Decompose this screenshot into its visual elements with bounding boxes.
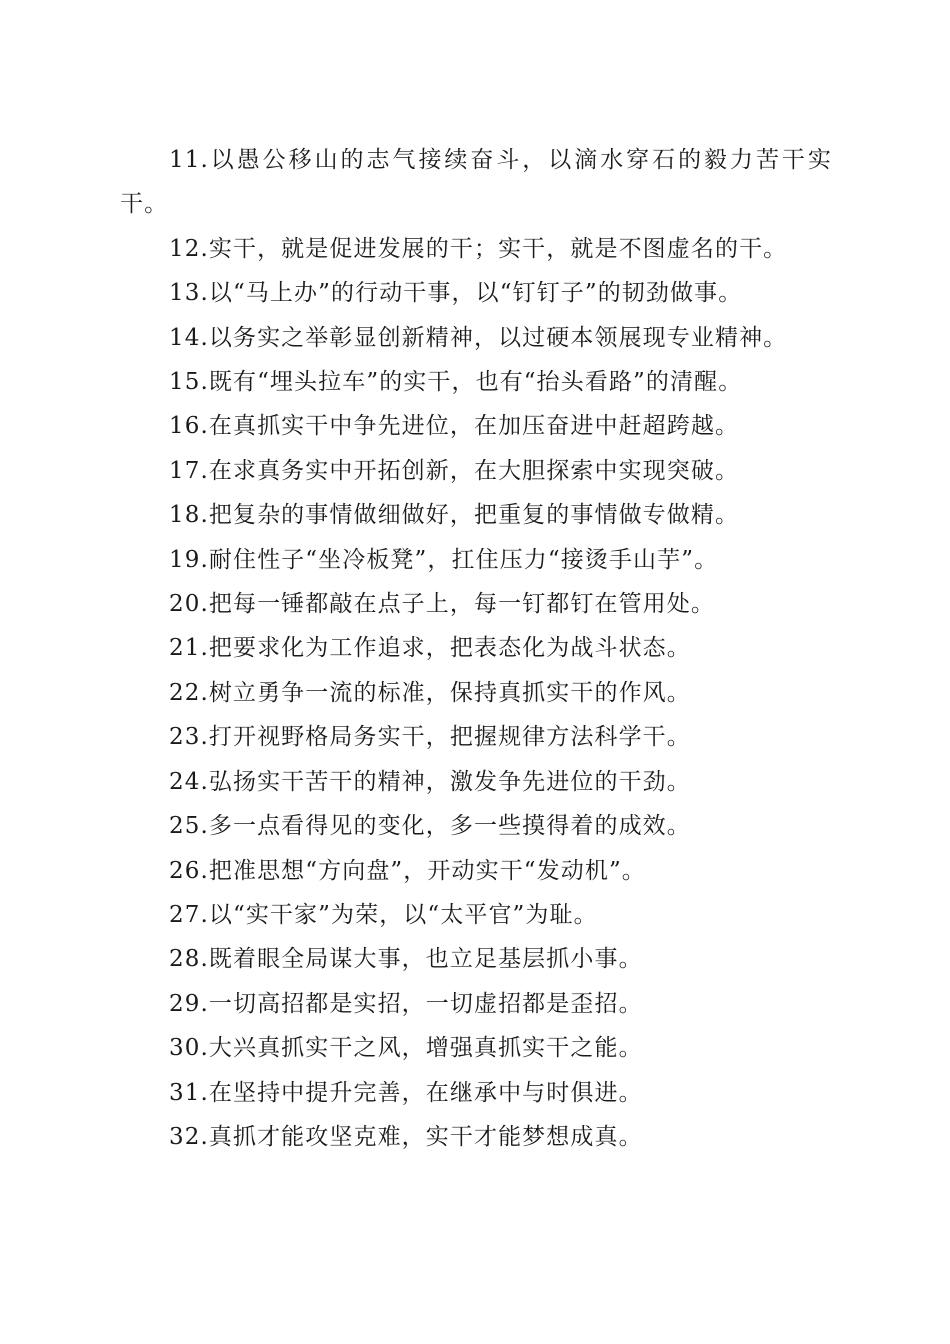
list-item: 12.实干，就是促进发展的干；实干，就是不图虚名的干。 — [169, 235, 788, 262]
list-item: 24.弘扬实干苦干的精神，激发争先进位的干劲。 — [169, 768, 691, 795]
list-item: 19.耐住性子“坐冷板凳”，扛住压力“接烫手山芋”。 — [169, 546, 719, 573]
document-body — [120, 138, 832, 1159]
list-item: 27.以“实干家”为荣，以“太平官”为耻。 — [169, 901, 598, 928]
list-item: 30.大兴真抓实干之风，增强真抓实干之能。 — [169, 1035, 643, 1062]
list-item: 20.把每一锤都敲在点子上，每一钉都钉在管用处。 — [169, 591, 715, 618]
list-item: 16.在真抓实干中争先进位，在加压奋进中赶超跨越。 — [169, 413, 740, 440]
list-item: 17.在求真务实中开拓创新，在大胆探索中实现突破。 — [169, 457, 740, 484]
list-item: 14.以务实之举彰显创新精神，以过硬本领展现专业精神。 — [169, 324, 788, 351]
list-item: 26.把准思想“方向盘”，开动实干“发动机”。 — [169, 857, 646, 884]
list-item: 11.以愚公移山的志气接续奋斗，以滴水穿石的毅力苦干实干。 — [120, 147, 832, 218]
list-item: 28.既着眼全局谋大事，也立足基层抓小事。 — [169, 946, 643, 973]
list-item: 22.树立勇争一流的标准，保持真抓实干的作风。 — [169, 679, 691, 706]
list-item: 15.既有“埋头拉车”的实干，也有“抬头看路”的清醒。 — [169, 369, 743, 396]
list-item: 21.把要求化为工作追求，把表态化为战斗状态。 — [169, 635, 691, 662]
list-item: 29.一切高招都是实招，一切虚招都是歪招。 — [169, 990, 643, 1017]
list-item: 31.在坚持中提升完善，在继承中与时俱进。 — [169, 1079, 643, 1106]
list-item: 25.多一点看得见的变化，多一些摸得着的成效。 — [169, 813, 691, 840]
list-item: 32.真抓才能攻坚克难，实干才能梦想成真。 — [169, 1123, 643, 1150]
list-item: 18.把复杂的事情做细做好，把重复的事情做专做精。 — [169, 502, 740, 529]
list-item: 23.打开视野格局务实干，把握规律方法科学干。 — [169, 724, 691, 751]
list-item: 13.以“马上办”的行动干事，以“钉钉子”的韧劲做事。 — [169, 280, 743, 307]
